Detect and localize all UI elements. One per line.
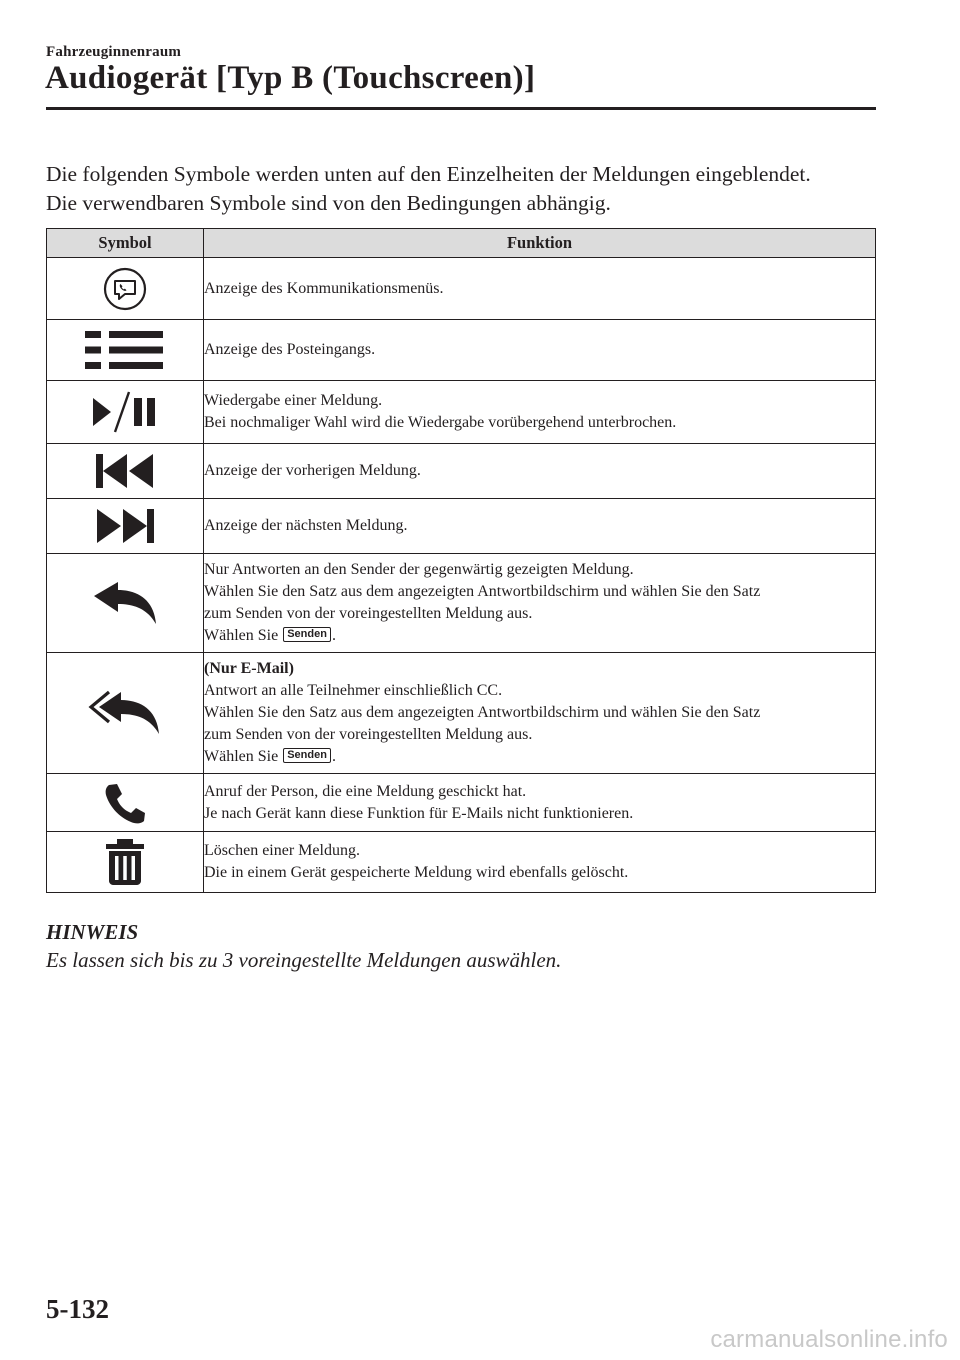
function-text: Nur Antworten an den Sender der gegenwärtig gezeigten Meldung.: [204, 561, 634, 578]
function-text: zum Senden von der voreingestellten Meldung aus.: [204, 605, 533, 622]
function-cell: [204, 499, 876, 554]
inbox-list-icon: [85, 328, 165, 372]
function-cell: [204, 774, 876, 832]
function-text: Die in einem Gerät gespeicherte Meldung wird ebenfalls gelöscht.: [204, 864, 629, 881]
function-text: Anzeige der vorherigen Meldung.: [204, 462, 421, 479]
header-function: Funktion: [204, 229, 876, 258]
next-track-icon: [94, 507, 156, 545]
symbol-cell: [47, 653, 204, 774]
table-row: [47, 554, 876, 653]
symbol-cell: [47, 774, 204, 832]
function-text: [204, 746, 875, 768]
senden-button: Senden: [283, 627, 331, 642]
table-row: [47, 832, 876, 893]
symbol-cell: [47, 832, 204, 893]
note-title: HINWEIS: [46, 920, 139, 944]
function-cell: [204, 320, 876, 381]
title-divider: [46, 107, 876, 110]
function-text: (Nur E-Mail): [204, 660, 294, 677]
symbol-cell: [47, 554, 204, 653]
page-number: 5-132: [46, 1294, 109, 1324]
page-title: Audiogerät [Typ B (Touchscreen)]: [45, 60, 536, 96]
function-text: Anzeige des Kommunikationsmenüs.: [204, 279, 444, 297]
function-text: Wählen Sie den Satz aus dem angezeigten Antwortbildschirm und wählen Sie den Satz: [204, 583, 761, 600]
intro-paragraph: [46, 160, 876, 218]
function-text: Bei nochmaliger Wahl wird die Wiedergabe vorübergehend unterbrochen.: [204, 414, 677, 431]
select-prefix: Wählen Sie: [204, 748, 279, 765]
symbol-cell: [47, 320, 204, 381]
section-label: Fahrzeuginnenraum: [46, 44, 182, 60]
function-text: [204, 625, 875, 647]
intro-line: Die folgenden Symbole werden unten auf den Einzelheiten der Meldungen eingeblendet.: [46, 162, 811, 186]
function-text: Je nach Gerät kann diese Funktion für E-Mails nicht funktionieren.: [204, 804, 634, 822]
table-header-row: [47, 229, 876, 258]
function-text: Wiedergabe einer Meldung.: [204, 392, 383, 409]
function-text: Antwort an alle Teilnehmer einschließlich CC.: [204, 682, 503, 699]
function-text: Anruf der Person, die eine Meldung geschickt hat.: [204, 782, 527, 800]
communication-menu-icon: [102, 266, 148, 312]
watermark: carmanualsonline.info: [710, 1326, 948, 1353]
function-cell: [204, 832, 876, 893]
table-row: [47, 381, 876, 444]
symbol-cell: [47, 444, 204, 499]
table-row: [47, 499, 876, 554]
function-cell: [204, 444, 876, 499]
trash-delete-icon: [103, 837, 147, 887]
function-text: Anzeige der nächsten Meldung.: [204, 517, 408, 534]
symbol-cell: [47, 381, 204, 444]
phone-call-icon: [103, 781, 147, 825]
select-suffix: .: [331, 627, 336, 644]
reply-all-icon: [87, 690, 163, 736]
function-text: Anzeige des Posteingangs.: [204, 341, 376, 358]
function-text: zum Senden von der voreingestellten Meldung aus.: [204, 726, 533, 743]
play-pause-icon: [90, 389, 160, 435]
table-row: [47, 444, 876, 499]
function-text: Löschen einer Meldung.: [204, 842, 360, 859]
symbol-table: [46, 228, 876, 893]
symbol-cell: [47, 499, 204, 554]
select-prefix: Wählen Sie: [204, 627, 279, 644]
table-row: [47, 774, 876, 832]
select-suffix: .: [331, 748, 336, 765]
function-cell: [204, 258, 876, 320]
symbol-cell: [47, 258, 204, 320]
reply-icon: [90, 580, 160, 626]
intro-line: Die verwendbaren Symbole sind von den Bedingungen abhängig.: [46, 191, 611, 215]
table-row: [47, 258, 876, 320]
table-row: [47, 653, 876, 774]
function-cell: [204, 554, 876, 653]
function-text: Wählen Sie den Satz aus dem angezeigten Antwortbildschirm und wählen Sie den Satz: [204, 704, 761, 721]
senden-button: Senden: [283, 748, 331, 763]
function-cell: [204, 381, 876, 444]
note-block: [46, 918, 561, 974]
previous-track-icon: [94, 452, 156, 490]
note-text: Es lassen sich bis zu 3 voreingestellte Meldungen auswählen.: [46, 948, 562, 972]
table-row: [47, 320, 876, 381]
function-cell: [204, 653, 876, 774]
header-symbol: Symbol: [47, 229, 204, 258]
